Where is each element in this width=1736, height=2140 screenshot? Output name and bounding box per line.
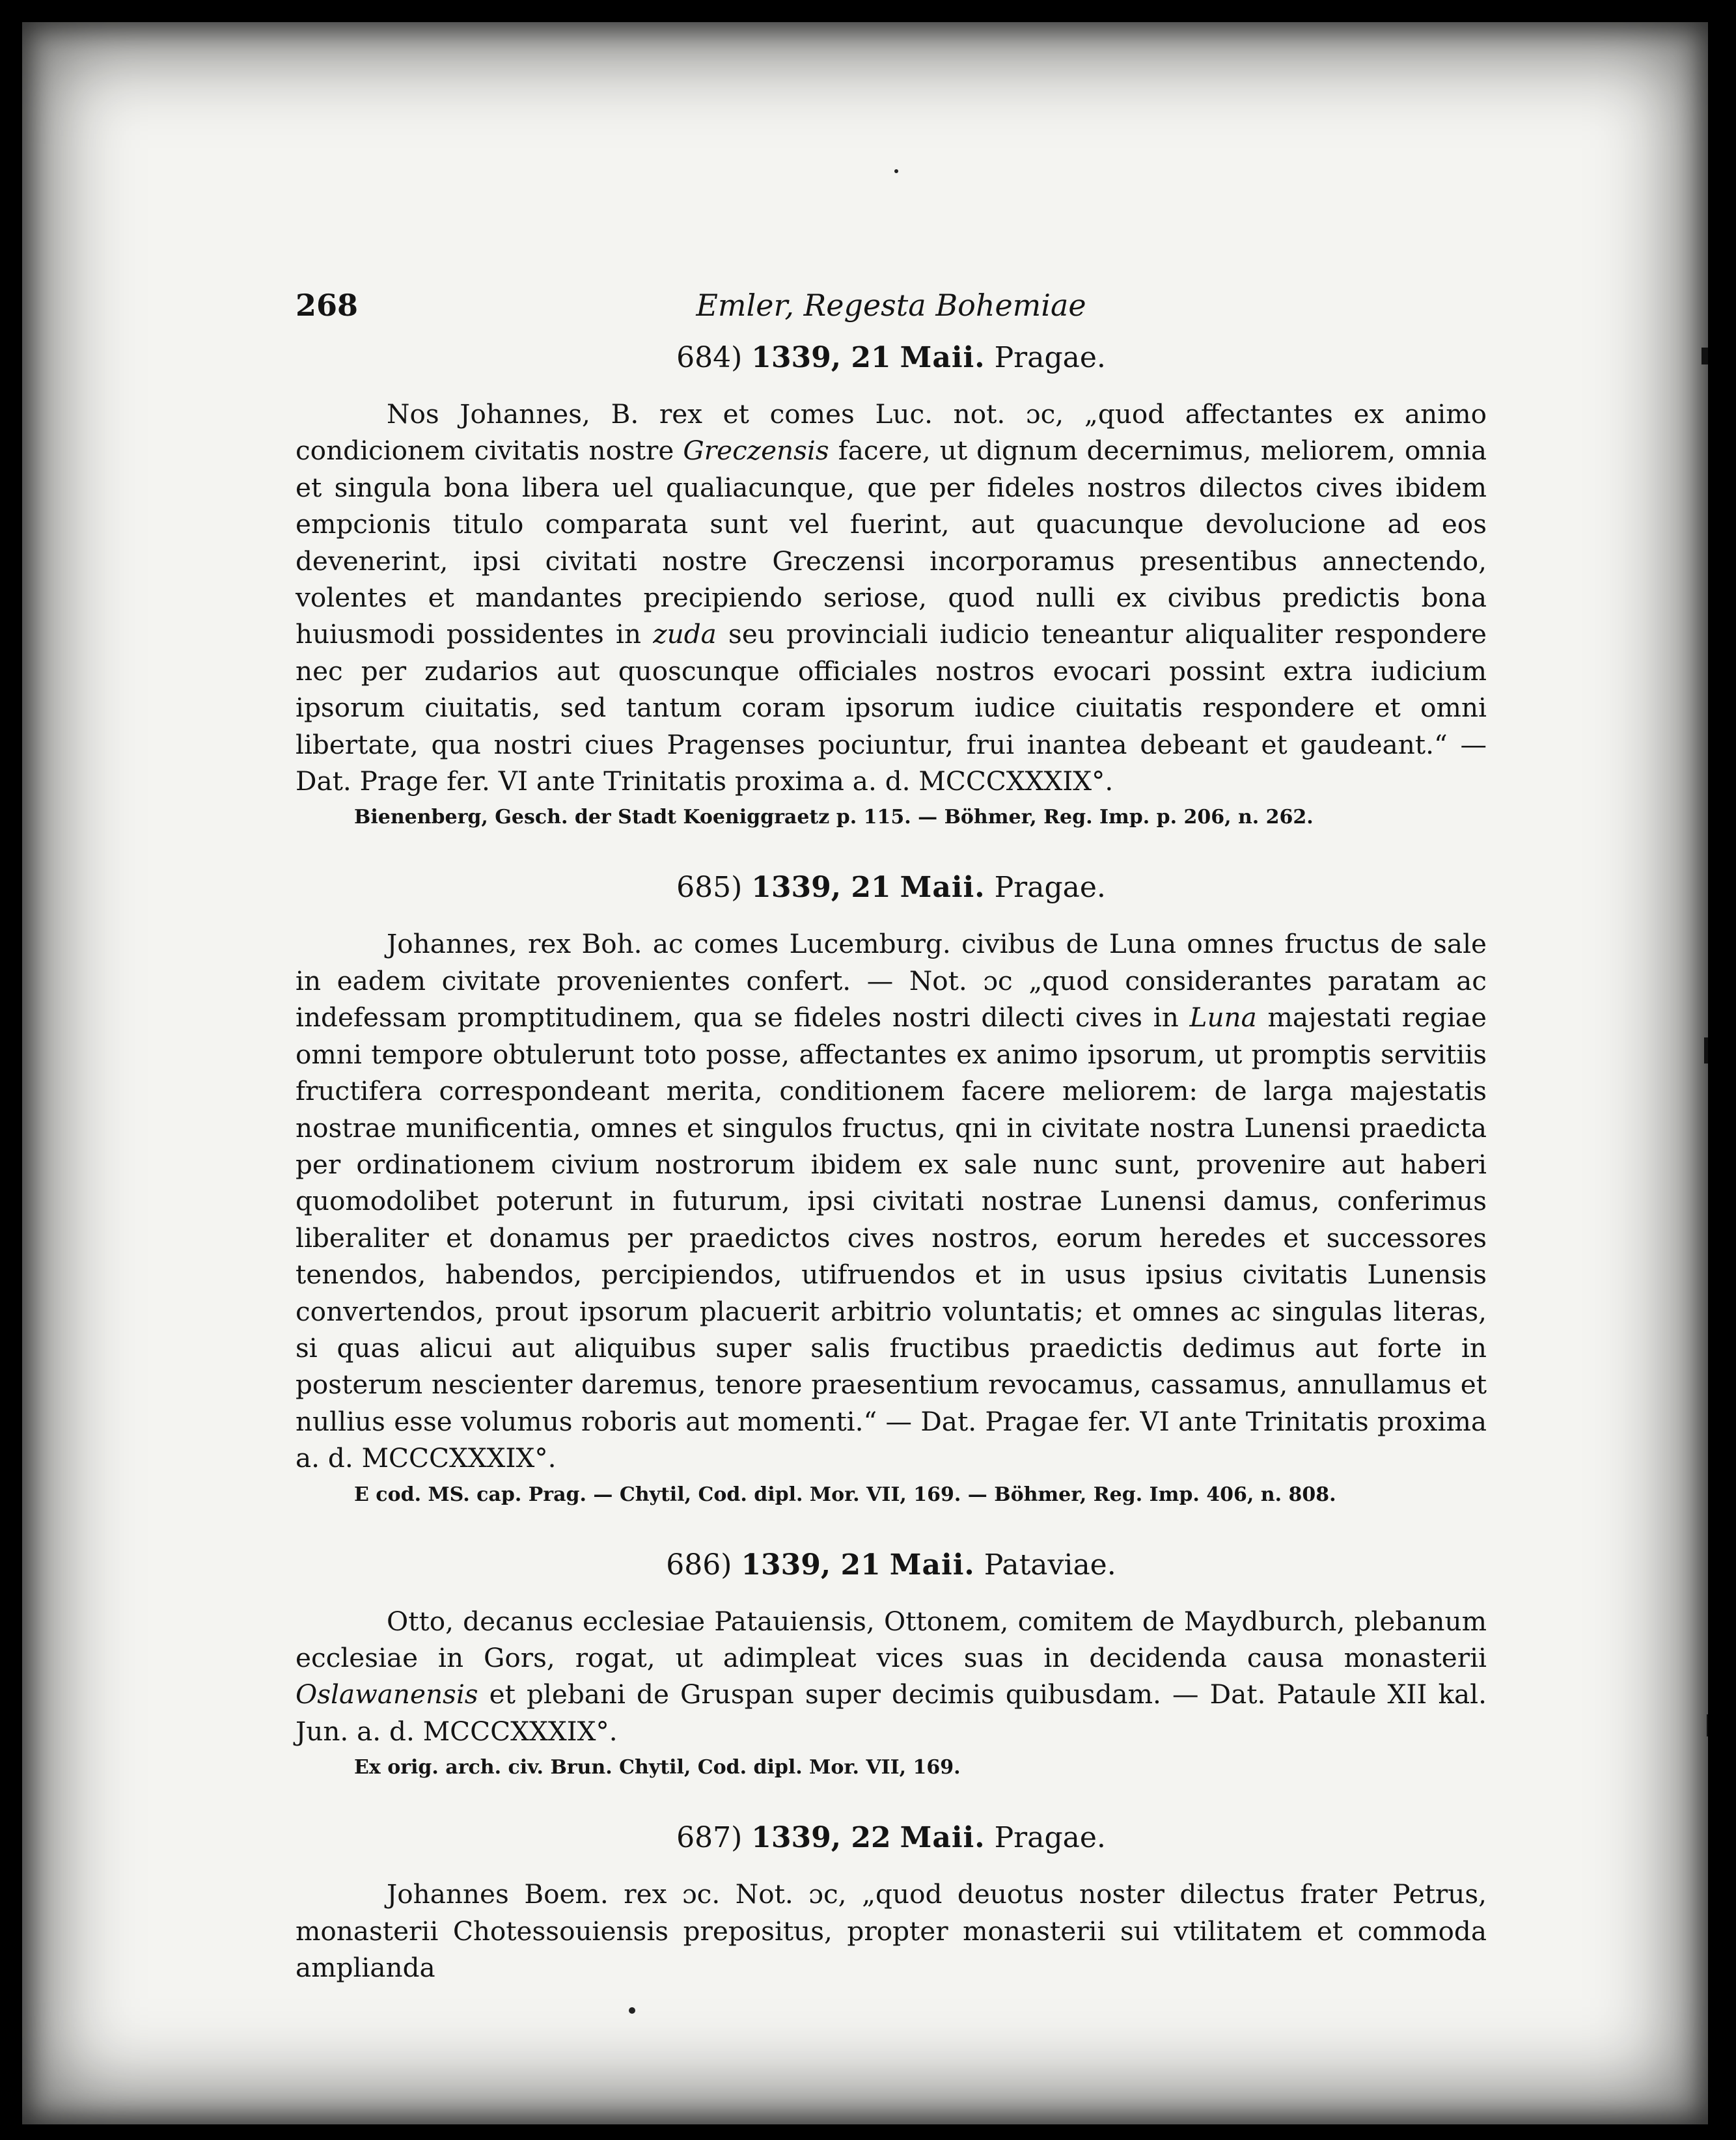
running-head [296, 282, 1487, 338]
text-segment: majestati regiae omni tempore obtulerunt toto posse, affectantes ex animo ipsorum, ut promptis servitiis fructifera correspondeant merita, conditionem facere meliorem: de larga majestatis nostrae munificentia, omnes et singulos fructus, qni in civitate nostra Lunensi praedicta per ordinationem civium nostrorum ibidem ex sale nunc sunt, provenire aut haberi quomodolibet poterunt in futurum, ipsi civitati nostrae Lunensi damus, conferimus liberaliter et donamus per praedictos cives nostros, eorum heredes et successores tenendos, habendos, percipiendos, utifruendos et in usus ipsius civitatis Lunensis convertendos, prout ipsorum placuerit arbitrio voluntatis; et omnes ac singulas literas, si quas alicui aut aliquibus super salis fructibus praedictis dedimus aut forte in posterum nescienter daremus, tenore praesentium revocamus, cassamus, annullamus et nullius esse volumus roboris aut momenti.“ — Dat. Pragae fer. VI ante Trinitatis proxima a. d. MCCCXXXIX°. [296, 1002, 1487, 1474]
entry-month: Maii. [900, 1821, 985, 1855]
entry-number: 687) [676, 1821, 743, 1855]
entry-place: Pragae. [994, 1821, 1106, 1855]
header-title: Emler, Regesta Bohemiae [696, 288, 1086, 323]
edge-mark [1702, 348, 1708, 364]
regest-entry [296, 338, 1487, 830]
text-segment: Johannes, rex Boh. ac comes Lucemburg. civibus de Luna omnes fructus de sale in eadem civitate provenientes confert. — Not. ɔc „quod considerantes paratam ac indefessam promptitudinem, qua se fideles nostri dilecti cives in [296, 928, 1487, 1034]
entry-month: Maii. [900, 871, 985, 905]
italic-placename: Luna [1189, 1002, 1257, 1034]
text-segment: et plebani de Gruspan super decimis quibusdam. — Dat. Pataule XII kal. Jun. a. d. MCCCXXXIX°. [296, 1679, 1487, 1747]
italic-placename: Greczensis [683, 435, 829, 467]
text-segment: seu provinciali iudicio teneantur aliqualiter respondere nec per zudarios aut quoscunque officiales nostros evocari possint extra iudicium ipsorum ciuitatis, sed tantum coram ipsorum iudice ciuitatis respondere et omni libertate, qua nostri ciues Pragenses pociuntur, frui inantea debeant et gaudeant.“ — Dat. Prage fer. VI ante Trinitatis proxima a. d. MCCCXXXIX°. [296, 618, 1487, 797]
entry-place: Pataviae. [984, 1548, 1116, 1582]
entry-month: Maii. [900, 341, 985, 374]
entry-place: Pragae. [994, 341, 1106, 374]
entry-number: 684) [676, 341, 743, 374]
text-segment: Johannes Boem. rex ɔc. Not. ɔc, „quod deuotus noster dilectus frater Petrus, monasterii Chotessouiensis prepositus, propter monasterii sui vtilitatem et commoda amplianda [296, 1878, 1487, 1983]
entry-source: Bienenberg, Gesch. der Stadt Koeniggraetz p. 115. — Böhmer, Reg. Imp. p. 206, n. 262. [354, 806, 1314, 829]
entry-heading [296, 1546, 1487, 1585]
edge-mark [1704, 1037, 1708, 1063]
entry-text [296, 1876, 1487, 1986]
entry-text [296, 926, 1487, 1476]
entry-number: 686) [666, 1548, 732, 1582]
regest-entry [296, 868, 1487, 1507]
entry-heading [296, 1818, 1487, 1858]
entry-source: E cod. MS. cap. Prag. — Chytil, Cod. dipl. Mor. VII, 169. — Böhmer, Reg. Imp. 406, n. 808. [354, 1483, 1336, 1506]
entries-list [296, 338, 1487, 1986]
speck [894, 169, 898, 173]
italic-placename: Oslawanensis [296, 1679, 478, 1710]
page-number: 268 [296, 288, 359, 323]
entry-number: 685) [676, 871, 743, 905]
entry-source: Ex orig. arch. civ. Brun. Chytil, Cod. dipl. Mor. VII, 169. [354, 1756, 961, 1779]
entry-heading [296, 338, 1487, 377]
page-content [296, 282, 1487, 2023]
italic-placename: zuda [653, 618, 717, 650]
entry-text [296, 1603, 1487, 1750]
text-segment: Otto, decanus ecclesiae Patauiensis, Ottonem, comitem de Maydburch, plebanum ecclesiae in Gors, rogat, ut adimpleat vices suas in decidenda causa monasterii [296, 1605, 1487, 1673]
entry-month: Maii. [889, 1548, 975, 1582]
entry-heading [296, 868, 1487, 907]
regest-entry [296, 1818, 1487, 1986]
text-segment: Nos Johannes, B. rex et comes Luc. not. ɔc, „quod affectantes ex animo condicionem civitatis nostre [296, 398, 1487, 467]
text-segment: facere, ut dignum decernimus, meliorem, omnia et singula bona libera uel qualiacunque, que per fideles nostros dilectos cives ibidem empcionis titulo comparata sunt vel fuerint, aut quacunque devolucione ad eos devenerint, ipsi civitati nostre Greczensi incorporamus presentibus annectendo, volentes et mandantes precipiendo seriose, quod nulli ex civibus predictis bona huiusmodi possidentes in [296, 435, 1487, 650]
entry-date: 1339, 21 [741, 1548, 881, 1582]
regest-entry [296, 1546, 1487, 1781]
entry-text [296, 396, 1487, 799]
entry-date: 1339, 21 [751, 341, 891, 374]
entry-date: 1339, 21 [751, 871, 891, 905]
entry-place: Pragae. [994, 871, 1106, 905]
scanned-page [22, 22, 1708, 2124]
edge-mark [1707, 1714, 1708, 1736]
entry-date: 1339, 22 [751, 1821, 891, 1855]
